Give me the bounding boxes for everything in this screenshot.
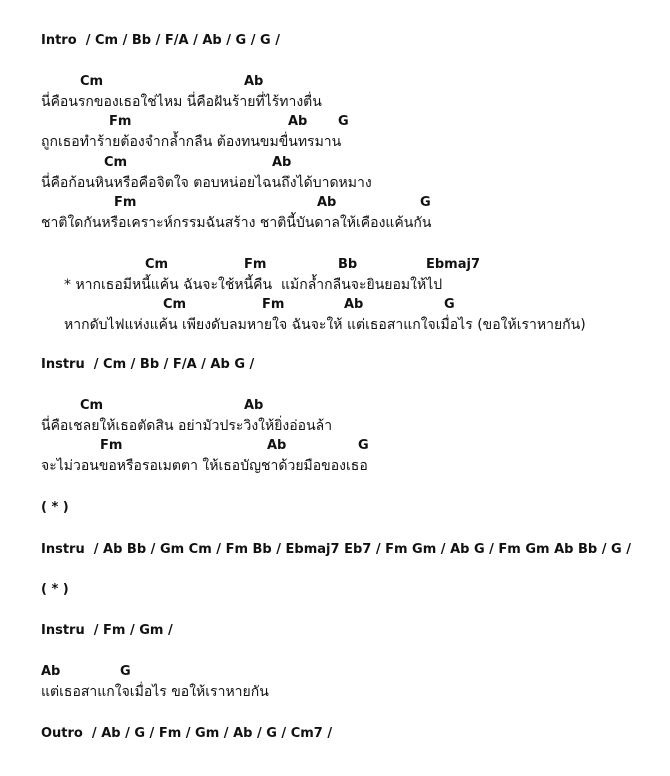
chord: Ab xyxy=(244,398,264,413)
chord: Ab xyxy=(41,664,61,679)
repeat-marker: ( * ) xyxy=(41,500,69,515)
lyric-line: * หากเธอมีหนี้แค้น ฉันจะใช้หนี้คืน แม้กล้ำกลืนจะยินยอมให้ไป xyxy=(64,277,443,293)
lyric-line: จะไม่วอนขอหรือรอเมตตา ให้เธอบัญชาด้วยมือของเธอ xyxy=(41,458,368,474)
lyric-line: ชาติใดกันหรือเคราะห์กรรมฉันสร้าง ชาตินี้บันดาลให้เคืองแค้นกัน xyxy=(41,215,432,231)
chord: Fm xyxy=(114,195,137,210)
chord: Ebmaj7 xyxy=(426,257,481,272)
chord: Fm xyxy=(262,297,285,312)
lyric-line: ถูกเธอทำร้ายต้องจำกล้ำกลืน ต้องทนขมขื่นทรมาน xyxy=(41,134,342,150)
chord: G xyxy=(358,438,369,453)
chord: Fm xyxy=(109,114,132,129)
chord: Fm xyxy=(100,438,123,453)
intro-line: Intro / Cm / Bb / F/A / Ab / G / G / xyxy=(41,33,280,48)
chord: G xyxy=(120,664,131,679)
chord: Cm xyxy=(80,74,104,89)
chord: G xyxy=(444,297,455,312)
outro-line: Outro / Ab / G / Fm / Gm / Ab / G / Cm7 / xyxy=(41,726,333,741)
chord: Ab xyxy=(244,74,264,89)
chord: Bb xyxy=(338,257,358,272)
chord: Ab xyxy=(288,114,308,129)
chord: G xyxy=(420,195,431,210)
instru-line: Instru / Cm / Bb / F/A / Ab G / xyxy=(41,357,255,372)
repeat-marker: ( * ) xyxy=(41,582,69,597)
lyric-line: นี่คือเชลยให้เธอตัดสิน อย่ามัวประวิงให้ยิ่งอ่อนล้า xyxy=(41,418,333,434)
chord: Cm xyxy=(145,257,169,272)
lyric-line: นี่คือก้อนหินหรือคือจิตใจ ตอบหน่อยไฉนถึงได้บาดหมาง xyxy=(41,175,372,191)
lyric-line: นี่คือนรกของเธอใช่ไหม นี่คือฝันร้ายที่ไร้ทางตื่น xyxy=(41,94,322,110)
chord: G xyxy=(338,114,349,129)
chord: Cm xyxy=(163,297,187,312)
chord: Ab xyxy=(267,438,287,453)
lyric-line: แต่เธอสาแกใจเมื่อไร ขอให้เราหายกัน xyxy=(41,684,269,700)
chord: Cm xyxy=(80,398,104,413)
instru-line: Instru / Ab Bb / Gm Cm / Fm Bb / Ebmaj7 Eb7 / Fm Gm / Ab G / Fm Gm Ab Bb / G / xyxy=(41,542,631,557)
chord: Ab xyxy=(344,297,364,312)
chord: Ab xyxy=(317,195,337,210)
chord: Ab xyxy=(272,155,292,170)
instru-line: Instru / Fm / Gm / xyxy=(41,623,173,638)
lyric-line: หากดับไฟแห่งแค้น เพียงดับลมหายใจ ฉันจะให้ แต่เธอสาแกใจเมื่อไร (ขอให้เราหายกัน) xyxy=(64,317,586,333)
chord: Fm xyxy=(244,257,267,272)
chord: Cm xyxy=(104,155,128,170)
